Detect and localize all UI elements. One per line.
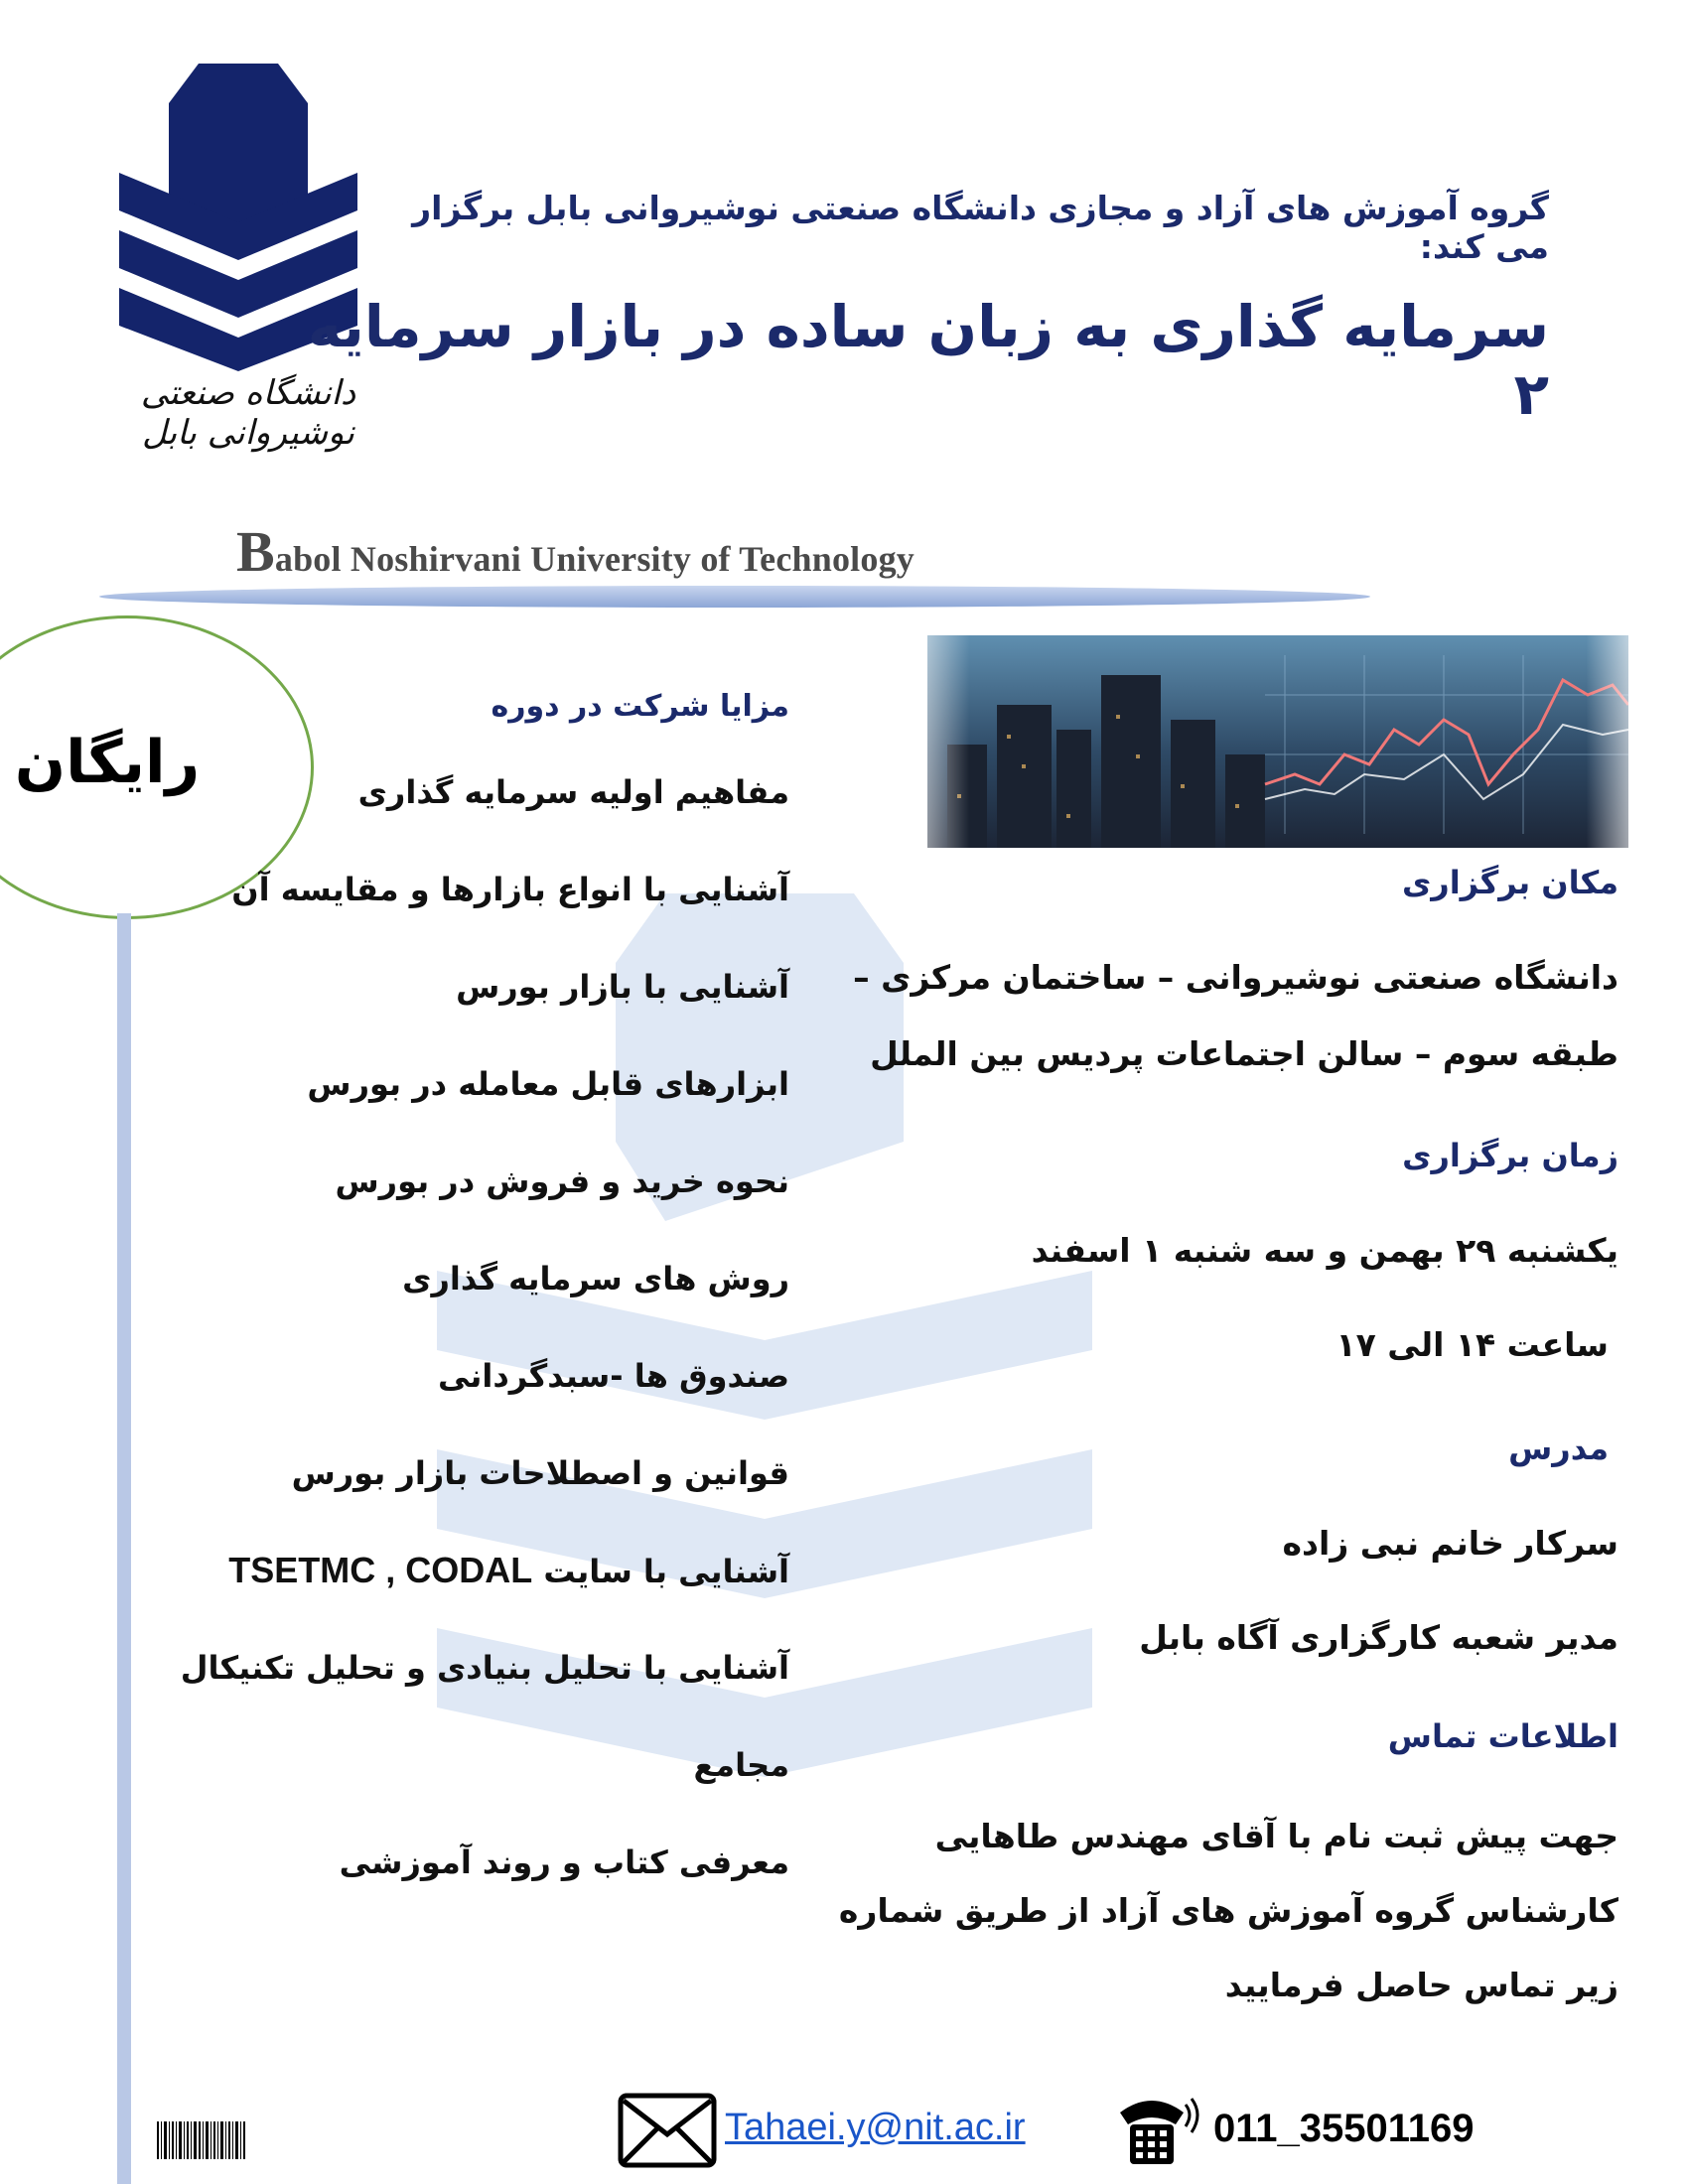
intro-text: گروه آموزش های آزاد و مجازی دانشگاه صنعتی نوشیروانی بابل برگزار می کند:	[412, 189, 1549, 266]
benefit-item: آشنایی با سایت TSETMC , CODAL	[228, 1550, 789, 1590]
schedule-heading: زمان برگزاری	[1402, 1137, 1618, 1174]
site-names: TSETMC , CODAL	[228, 1550, 533, 1590]
contact-phone[interactable]: 011_35501169	[1213, 2107, 1475, 2150]
benefit-item: معرفی کتاب و روند آموزشی	[339, 1843, 789, 1881]
benefit-item: مفاهیم اولیه سرمایه گذاری	[357, 773, 789, 811]
benefit-item: صندوق ها -سبدگردانی	[437, 1357, 789, 1395]
barcode	[157, 2121, 246, 2159]
benefit-item: ابزارهای قابل معامله در بورس	[307, 1065, 789, 1103]
contact-line-1: جهت پیش ثبت نام با آقای مهندس طاهایی	[934, 1817, 1618, 1855]
benefit-item: نحوه خرید و فروش در بورس	[335, 1162, 789, 1200]
benefit-item: مجامع	[693, 1746, 789, 1784]
benefit-item: قوانین و اصطلاحات بازار بورس	[291, 1454, 789, 1492]
envelope-icon	[618, 2093, 717, 2168]
university-name-en: Babol Noshirvani University of Technology	[236, 519, 914, 584]
page-title: سرمایه گذاری به زبان ساده در بازار سرمایه ۲	[307, 293, 1549, 428]
telephone-icon	[1112, 2085, 1201, 2168]
venue-line-1: دانشگاه صنعتی نوشیروانی – ساختمان مرکزی –	[853, 958, 1618, 997]
free-badge-text: رایگان	[14, 728, 201, 797]
benefit-item: آشنایی با انواع بازارها و مقایسه آن	[231, 871, 789, 908]
benefits-heading: مزایا شرکت در دوره	[491, 689, 789, 724]
benefit-item: روش های سرمایه گذاری	[402, 1260, 789, 1297]
instructor-role: مدیر شعبه کارگزاری آگاه بابل	[1139, 1618, 1618, 1657]
venue-line-2: طبقه سوم – سالن اجتماعات پردیس بین الملل	[870, 1034, 1618, 1073]
contact-heading: اطلاعات تماس	[1387, 1717, 1618, 1755]
benefit-item: آشنایی با بازار بورس	[456, 968, 789, 1006]
benefits-section	[35, 685, 789, 1940]
contact-line-3: زیر تماس حاصل فرمایید	[1224, 1966, 1618, 2004]
stock-market-photo	[927, 635, 1628, 848]
venue-heading: مکان برگزاری	[1401, 864, 1618, 901]
instructor-heading: مدرس	[1508, 1430, 1609, 1467]
logo-script-text: دانشگاه صنعتی نوشیروانی بابل	[140, 373, 356, 453]
instructor-name: سرکار خانم نبی زاده	[1282, 1524, 1618, 1563]
contact-email-link[interactable]: Tahaei.y@nit.ac.ir	[725, 2107, 1026, 2148]
schedule-hours: ساعت ۱۴ الی ۱۷	[1336, 1325, 1609, 1364]
schedule-dates: یکشنبه ۲۹ بهمن و سه شنبه ۱ اسفند	[1031, 1231, 1618, 1270]
benefit-item: آشنایی با تحلیل بنیادی و تحلیل تکنیکال	[180, 1649, 789, 1687]
contact-line-2: کارشناس گروه آموزش های آزاد از طریق شماره	[838, 1891, 1618, 1930]
header-divider	[99, 584, 1370, 610]
